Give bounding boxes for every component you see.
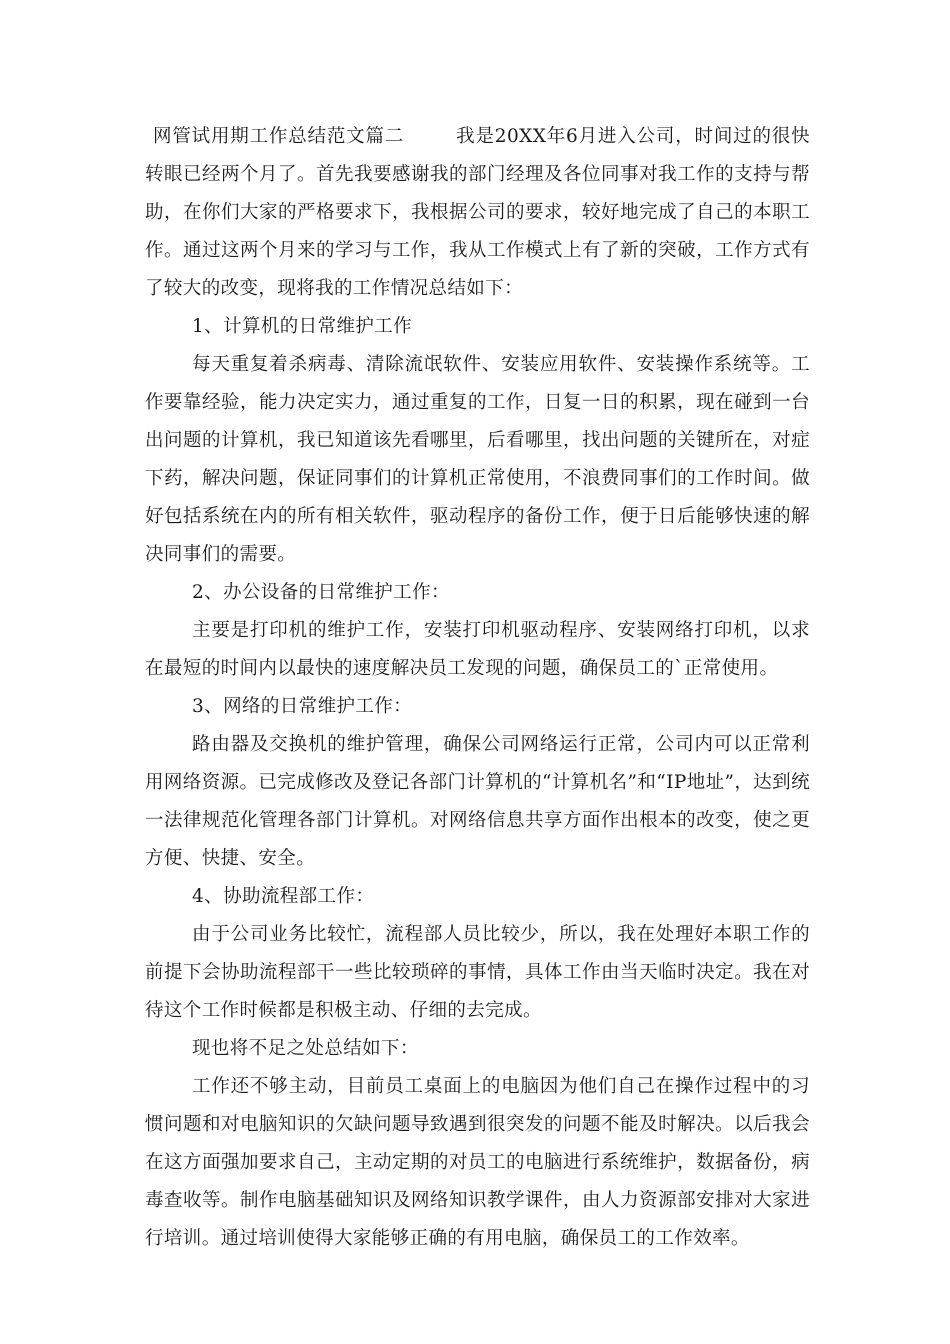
document-body	[145, 118, 810, 1258]
shortcomings-heading: 现也将不足之处总结如下：	[192, 1038, 419, 1059]
shortcomings-body: 工作还不够主动，目前员工桌面上的电脑因为他们自己在操作过程中的习惯问题和对电脑知识的欠缺问题导致遇到很突发的问题不能及时解决。以后我会在这方面强加要求自己，主动定期的对员工的电脑进行系统维护，数据备份，病毒查收等。制作电脑基础知识及网络知识教学课件，由人力资源部安排对大家进行培训。通过培训使得大家能够正确的有用电脑，确保员工的工作效率。	[145, 1076, 810, 1249]
section-4-body: 由于公司业务比较忙，流程部人员比较少，所以，我在处理好本职工作的前提下会协助流程部干一些比较琐碎的事情，具体工作由当天临时决定。我在对待这个工作时候都是积极主动、仔细的去完成。	[145, 924, 810, 1021]
intro-text: 我是20XX年6月进入公司，时间过的很快转眼已经两个月了。首先我要感谢我的部门经理及各位同事对我工作的支持与帮助，在你们大家的严格要求下，我根据公司的要求，较好地完成了自己的本职工作。通过这两个月来的学习与工作，我从工作模式上有了新的突破，工作方式有了较大的改变，现将我的工作情况总结如下：	[145, 126, 811, 299]
document-title: 网管试用期工作总结范文篇二	[153, 126, 405, 147]
section-2-heading: 2、办公设备的日常维护工作：	[192, 582, 450, 603]
section-3-body: 路由器及交换机的维护管理，确保公司网络运行正常，公司内可以正常利用网络资源。已完成修改及登记各部门计算机的“计算机名”和“IP地址”，达到统一法律规范化管理各部门计算机。对网络信息共享方面作出根本的改变，使之更方便、快捷、安全。	[145, 734, 810, 869]
intro-paragraph	[145, 118, 810, 308]
section-3-heading: 3、网络的日常维护工作：	[192, 696, 413, 717]
section-1-heading: 1、计算机的日常维护工作	[192, 316, 413, 337]
section-2-body: 主要是打印机的维护工作，安装打印机驱动程序、安装网络打印机，以求在最短的时间内以最快的速度解决员工发现的问题，确保员工的`正常使用。	[145, 620, 810, 679]
section-4-heading: 4、协助流程部工作：	[192, 886, 375, 907]
section-1-body: 每天重复着杀病毒、清除流氓软件、安装应用软件、安装操作系统等。工作要靠经验，能力决定实力，通过重复的工作，日复一日的积累，现在碰到一台出问题的计算机，我已知道该先看哪里，后看哪里，找出问题的关键所在，对症下药，解决问题，保证同事们的计算机正常使用，不浪费同事们的工作时间。做好包括系统在内的所有相关软件，驱动程序的备份工作，便于日后能够快速的解决同事们的需要。	[145, 354, 810, 565]
